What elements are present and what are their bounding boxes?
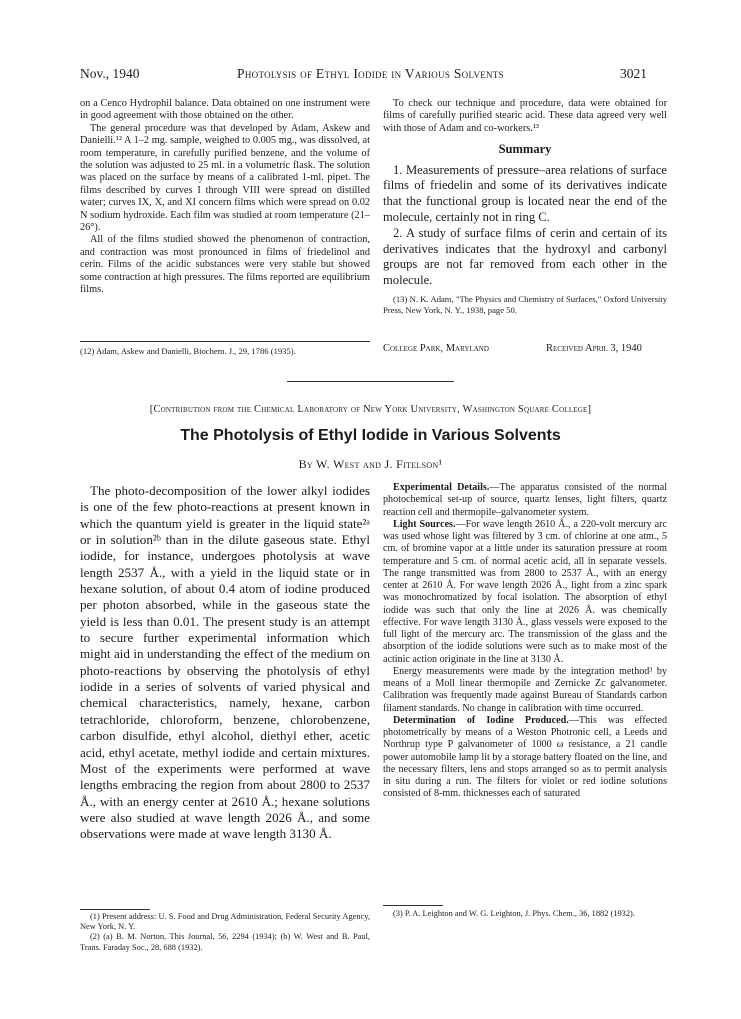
run-in-heading: Experimental Details. [393,482,490,493]
paragraph-text: —This was effected photometrically by means of a Weston Photronic cell, a Leeds and Northrup type P galvanometer of 1000 ω resistance, a 21 candle power automobile lamp lit by a storage battery floated on the line, and the necessary filters, lens and stops arranged so as to permit analysis in situ during a run. The filters for violet or red iodine solutions consisted of 8-mm. thicknesses each of saturated [383,714,667,800]
paragraph-text: —The apparatus consisted of the normal photochemical set-up of source, quartz lenses, light filters, quartz reaction cell and thermopile–galvanometer system. [383,482,667,518]
right-body-column [383,482,667,801]
left-footnotes [80,912,370,953]
footnote-rule [80,909,150,910]
top-left-column [80,98,370,297]
run-in-heading: Determination of Iodine Produced. [393,714,569,726]
footnote-13: (13) N. K. Adam, "The Physics and Chemistry of Surfaces," Oxford University Press, New York, N. Y., 1938, page 50. [383,294,667,315]
paragraph-text: —For wave length 2610 Å., a 220-volt mercury arc was used whose light was filtered by 3 cm. of chlorine at one atm., 5 cm. of bromine vapor at a little under its saturation pressure at room temperature and 5 cm. of normal acetic acid, all in separate vessels. The range transmitted was from 2800 to 2537 Å., with an energy center at 2610 Å. For wave length 2026 Å., light from a zinc spark was monochromatized by focal isolation. The absorption of ethyl iodide was such that only the line at 2026 Å. was chemically effective. For wave length 3130 Å., glass vessels were exposed to the full light of the mercury arc. The transmission of the glass and the absorption of the iodide solutions were such as to make most of the actinic action originate in the line at 3130 Å. [383,518,667,665]
running-header-title: Photolysis of Ethyl Iodide in Various Solvents [237,66,504,81]
footnote-rule [383,905,443,906]
paragraph: Energy measurements were made by the integration method³ by means of a Moll linear thermopile and Zernicke Zc galvanometer. Calibration was frequently made against Bureau of Standards carbon filament standards. No change in calibration with time occurred. [383,665,667,714]
left-body-column [80,483,370,843]
place-line: College Park, Maryland [383,343,489,354]
page-number: 3021 [620,66,647,81]
footnote-3 [383,909,667,919]
paragraph: on a Cenco Hydrophil balance. Data obtained on one instrument were in good agreement with those obtained on the other. [80,98,370,122]
summary-item: 1. Measurements of pressure–area relations of surface films of friedelin and some of its derivatives indicate that the functional group is located near the end of the molecule, certainly not in ring C. [383,162,667,225]
running-header-date: Nov., 1940 [80,66,140,81]
footnote-3-text: (3) P. A. Leighton and W. G. Leighton, J. Phys. Chem., 36, 1882 (1932). [393,909,635,918]
top-right-column [383,98,667,315]
summary-item: 2. A study of surface films of cerin and certain of its derivatives indicates that the hydroxyl and carbonyl groups are not far removed from each other in the molecule. [383,225,667,288]
section-separator [287,381,454,382]
run-in-heading: Light Sources. [393,518,456,530]
paragraph: All of the films studied showed the phenomenon of contraction, and contraction was most pronounced in films of friedelinol and cerin. Films of the acidic substances were very stable but showed some contraction at high pressures. The films reported are equilibrium films. [80,234,370,296]
contribution-line: [Contribution from the Chemical Laboratory of New York University, Washington Square College] [149,404,592,415]
paragraph: The photo-decomposition of the lower alkyl iodides is one of the few photo-reactions at present known in which the quantum yield is greater in the liquid state²ᵃ or in solution²ᵇ than in the dilute gaseous state. Ethyl iodide, for instance, undergoes photolysis at wave length 2537 Å., with a yield in the liquid state or in hexane solution, of about 0.4 atom of iodine produced per photon absorbed, while in the gaseous state the yield is less than 0.01. The present study is an attempt to secure further experimental information which might aid in understanding the effect of the medium on photo-reactions by observing the photolysis of ethyl iodide in a series of solvents of varied physical and chemical characteristics, namely, hexane, carbon tetrachloride, chloroform, benzene, chlorobenzene, carbon disulfide, ethyl alcohol, diethyl ether, acetic acid, ethyl acetate, methyl iodide and certain mixtures. Most of the experiments were performed at wave lengths embracing the region from about 2800 to 2537 Å., with an energy center at 2610 Å.; hexane solutions were also studied at wave length 2026 Å., and some observations were made at wave length 3130 Å. [80,483,370,842]
summary-heading: Summary [498,142,552,157]
article-title: The Photolysis of Ethyl Iodide in Various Solvents [180,427,561,444]
footnote-rule [80,341,370,342]
footnote-12: (12) Adam, Askew and Danielli, Biochem. J., 29, 1786 (1935). [80,346,296,356]
paragraph: To check our technique and procedure, data were obtained for films of carefully purified stearic acid. These data agreed very well with those of Adam and co-workers.¹³ [383,98,667,134]
received-date: Received April 3, 1940 [546,343,642,354]
paragraph: The general procedure was that developed by Adam, Askew and Danielli.¹² A 1–2 mg. sample, weighed to 0.005 mg., was dissolved, at room temperature, in carefully purified benzene, and the volume of the solution was adjusted to 25 ml. in a volumetric flask. The solution was placed on the surface by means of a calibrated 1-ml. pipet. The films described by curves I through VIII were spread on distilled water; curves IX, X, and XI concern films which were spread on 0.02 N sodium hydroxide. Each film was studied at room temperature (21–26°). [80,122,370,234]
article-authors: By W. West and J. Fitelson¹ [298,457,443,471]
footnote-2: (2) (a) B. M. Norton, This Journal, 56, 2294 (1934); (b) W. West and B. Paul, Trans. Faraday Soc., 28, 688 (1932). [80,932,370,952]
footnote-1: (1) Present address: U. S. Food and Drug Administration, Federal Security Agency, New York, N. Y. [80,912,370,932]
